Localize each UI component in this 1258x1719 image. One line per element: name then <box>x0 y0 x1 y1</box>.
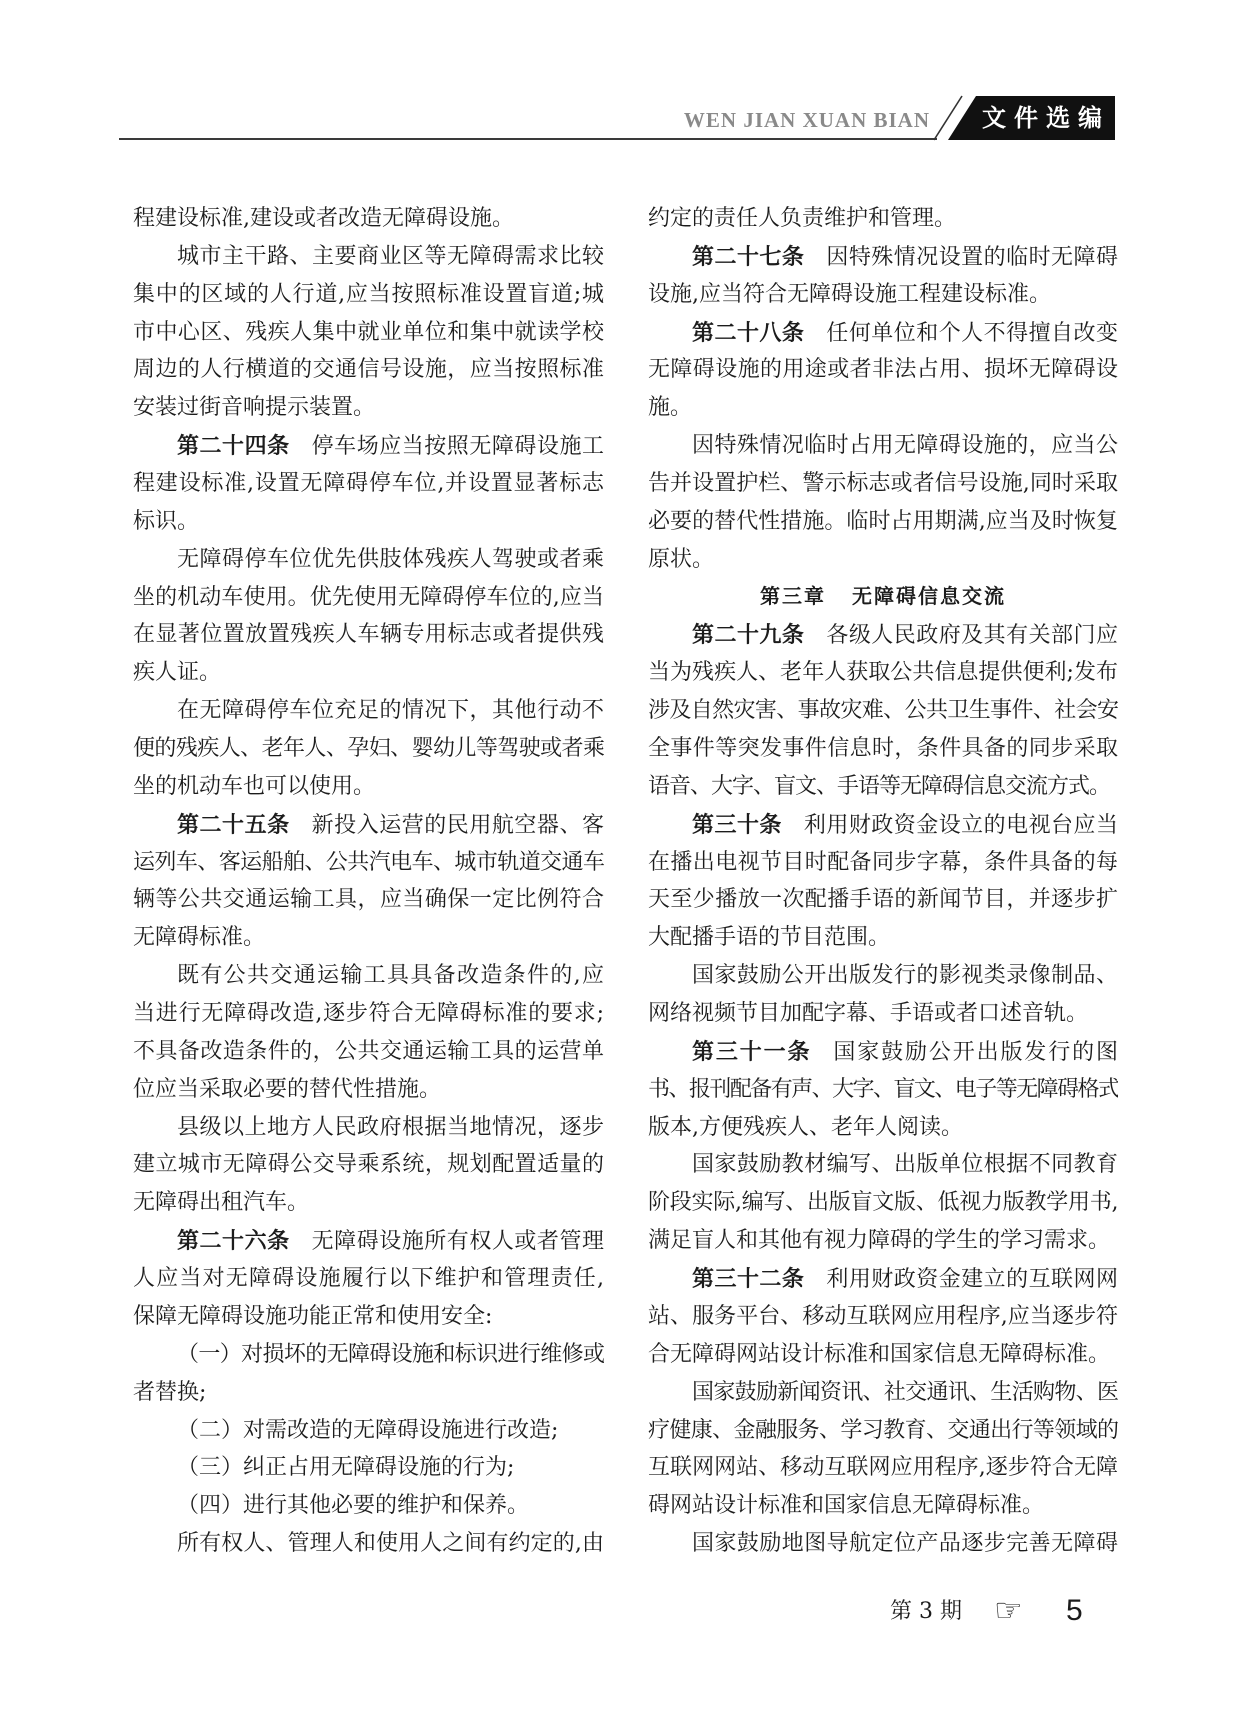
text-line: 辆等公共交通运输工具，应当确保一定比例符合 <box>133 887 604 913</box>
paragraph <box>648 1146 1118 1260</box>
article-paragraph <box>648 1260 1118 1374</box>
text-line: 坐的机动车也可以使用。 <box>133 773 376 799</box>
text-line: 满足盲人和其他有视力障碍的学生的学习需求。 <box>648 1228 1111 1254</box>
issue-number: 第 3 期 <box>890 1599 962 1624</box>
text-line: 大配播手语的节目范围。 <box>648 925 891 951</box>
article-paragraph <box>133 806 604 957</box>
article-paragraph <box>133 427 604 541</box>
text-line: 所有权人、管理人和使用人之间有约定的,由 <box>177 1531 604 1557</box>
article-paragraph <box>648 806 1118 957</box>
text-line: 约定的责任人负责维护和管理。 <box>648 206 957 231</box>
paragraph <box>648 427 1118 578</box>
text-line: 位应当采取必要的替代性措施。 <box>133 1076 442 1102</box>
paragraph <box>648 1525 1118 1563</box>
text-line: 程建设标准,建设或者改造无障碍设施。 <box>133 206 514 231</box>
text-line: 县级以上地方人民政府根据当地情况，逐步 <box>177 1114 604 1140</box>
list-item <box>133 1487 604 1525</box>
text-line: 无障碍设施的用途或者非法占用、损坏无障碍设 <box>648 357 1118 383</box>
article-number: 第二十四条 <box>177 433 290 459</box>
left-column <box>133 200 604 1563</box>
article-number: 第三十条 <box>692 811 782 837</box>
text-line <box>648 238 1118 276</box>
article-number: 第三十一条 <box>692 1038 812 1064</box>
text-line: 必要的替代性措施。临时占用期满,应当及时恢复 <box>648 508 1118 534</box>
text-line: 国家鼓励新闻资讯、社交通讯、生活购物、医 <box>692 1379 1118 1405</box>
text-line: 阶段实际,编写、出版盲文版、低视力版教学用书, <box>648 1190 1118 1216</box>
text-line: （四）进行其他必要的维护和保养。 <box>177 1493 530 1519</box>
text-line: 无障碍标准。 <box>133 925 266 951</box>
text-line <box>648 314 1118 352</box>
article-paragraph <box>648 1033 1118 1147</box>
text-line: 标识。 <box>133 508 200 534</box>
line-text: 因特殊情况设置的临时无障碍 <box>826 244 1118 270</box>
text-line: 施。 <box>648 395 693 421</box>
page-number: 5 <box>1066 1594 1083 1627</box>
text-line: 者替换; <box>133 1379 207 1405</box>
paragraph <box>133 1525 604 1563</box>
article-number: 第二十八条 <box>692 319 805 345</box>
chapter-number: 第三章 <box>760 585 826 608</box>
list-item <box>133 1336 604 1412</box>
text-line: 国家鼓励教材编写、出版单位根据不同教育 <box>692 1152 1118 1178</box>
section-pinyin: WEN JIAN XUAN BIAN <box>683 108 930 132</box>
right-column <box>648 200 1118 1563</box>
text-line: 因特殊情况临时占用无障碍设施的，应当公 <box>692 433 1118 459</box>
text-line <box>133 427 604 465</box>
text-line: 在无障碍停车位充足的情况下，其他行动不 <box>177 698 604 724</box>
text-line <box>133 806 604 844</box>
text-line: 保障无障碍设施功能正常和使用安全: <box>133 1303 493 1329</box>
text-line: 城市主干路、主要商业区等无障碍需求比较 <box>177 243 604 269</box>
text-line: 碍网站设计标准和国家信息无障碍标准。 <box>648 1493 1045 1519</box>
line-text: 任何单位和个人不得擅自改变 <box>826 320 1118 346</box>
line-text: 国家鼓励公开出版发行的图 <box>833 1039 1118 1065</box>
paragraph <box>133 1109 604 1223</box>
text-line: 便的残疾人、老年人、孕妇、婴幼儿等驾驶或者乘 <box>133 736 604 762</box>
text-line: 国家鼓励地图导航定位产品逐步完善无障碍 <box>692 1531 1118 1557</box>
article-number: 第二十七条 <box>692 243 805 269</box>
text-line: 市中心区、残疾人集中就业单位和集中就读学校 <box>133 319 604 345</box>
text-line: （三）纠正占用无障碍设施的行为; <box>177 1455 515 1481</box>
text-line: 不具备改造条件的，公共交通运输工具的运营单 <box>133 1038 604 1064</box>
text-line: 国家鼓励公开出版发行的影视类录像制品、 <box>692 963 1118 989</box>
article-paragraph <box>648 238 1118 314</box>
text-line: （二）对需改造的无障碍设施进行改造; <box>177 1417 559 1443</box>
text-line <box>648 1260 1118 1298</box>
text-line: 建立城市无障碍公交导乘系统，规划配置适量的 <box>133 1152 604 1178</box>
text-line: 全事件等突发事件信息时，条件具备的同步采取 <box>648 736 1118 762</box>
text-line: 合无障碍网站设计标准和国家信息无障碍标准。 <box>648 1341 1111 1367</box>
text-line: 当为残疾人、老年人获取公共信息提供便利;发布 <box>648 660 1118 686</box>
text-line: 版本,方便残疾人、老年人阅读。 <box>648 1114 963 1140</box>
text-line: 程建设标准,设置无障碍停车位,并设置显著标志 <box>133 471 604 497</box>
text-line: 周边的人行横道的交通信号设施，应当按照标准 <box>133 357 604 383</box>
text-line <box>648 806 1118 844</box>
text-line: 疾人证。 <box>133 660 222 686</box>
text-line: （一）对损坏的无障碍设施和标识进行维修或 <box>177 1341 604 1367</box>
text-line: 原状。 <box>648 546 715 572</box>
article-paragraph <box>133 1222 604 1336</box>
text-line: 集中的区域的人行道,应当按照标准设置盲道;城 <box>133 281 604 307</box>
line-text: 各级人民政府及其有关部门应 <box>826 623 1118 649</box>
text-line: 网络视频节目加配字幕、手语或者口述音轨。 <box>648 1001 1089 1027</box>
paragraph <box>133 200 604 238</box>
paragraph <box>133 238 604 427</box>
text-line: 站、服务平台、移动互联网应用程序,应当逐步符 <box>648 1303 1118 1329</box>
line-text: 停车场应当按照无障碍设施工 <box>311 434 604 460</box>
article-number: 第二十六条 <box>177 1228 290 1254</box>
text-line: 在显著位置放置残疾人车辆专用标志或者提供残 <box>133 622 604 648</box>
chapter-title: 无障碍信息交流 <box>852 585 1006 608</box>
article-number: 第二十五条 <box>177 811 290 837</box>
paragraph <box>648 957 1118 1033</box>
text-line: 设施,应当符合无障碍设施工程建设标准。 <box>648 281 1051 307</box>
text-line: 安装过街音响提示装置。 <box>133 395 376 421</box>
text-line: 天至少播放一次配播手语的新闻节目，并逐步扩 <box>648 887 1118 913</box>
text-line: 运列车、客运船舶、公共汽电车、城市轨道交通车 <box>133 849 604 875</box>
line-text: 无障碍设施所有权人或者管理 <box>311 1229 604 1255</box>
text-line: 坐的机动车使用。优先使用无障碍停车位的,应当 <box>133 584 604 610</box>
line-text: 利用财政资金设立的电视台应当 <box>803 812 1118 838</box>
paragraph <box>648 1374 1118 1525</box>
text-line: 无障碍出租汽车。 <box>133 1190 310 1216</box>
paragraph <box>133 541 604 692</box>
text-line: 既有公共交通运输工具具备改造条件的,应 <box>177 963 604 989</box>
text-line <box>648 616 1118 654</box>
section-title: 文件选编 <box>982 104 1110 132</box>
article-number: 第二十九条 <box>692 622 805 648</box>
text-line: 语音、大字、盲文、手语等无障碍信息交流方式。 <box>648 773 1111 799</box>
text-line: 人应当对无障碍设施履行以下维护和管理责任, <box>133 1266 604 1292</box>
article-number: 第三十二条 <box>692 1266 805 1292</box>
list-item <box>133 1449 604 1487</box>
text-line: 无障碍停车位优先供肢体残疾人驾驶或者乘 <box>177 546 604 572</box>
text-line <box>133 1222 604 1260</box>
line-text: 利用财政资金建立的互联网网 <box>826 1267 1118 1293</box>
pointing-hand-icon <box>994 1592 1023 1628</box>
text-line: 告并设置护栏、警示标志或者信号设施,同时采取 <box>648 471 1118 497</box>
text-line: 当进行无障碍改造,逐步符合无障碍标准的要求; <box>133 1001 604 1027</box>
paragraph <box>133 957 604 1108</box>
line-text: 新投入运营的民用航空器、客 <box>311 812 604 838</box>
text-line: 书、报刊配备有声、大字、盲文、电子等无障碍格式 <box>648 1076 1118 1102</box>
text-line: 涉及自然灾害、事故灾难、公共卫生事件、社会安 <box>648 698 1118 724</box>
list-item <box>133 1412 604 1450</box>
paragraph <box>648 200 1118 238</box>
article-paragraph <box>648 616 1118 805</box>
text-line <box>648 1033 1118 1071</box>
article-paragraph <box>648 314 1118 428</box>
paragraph <box>133 692 604 806</box>
text-line: 在播出电视节目时配备同步字幕，条件具备的每 <box>648 849 1118 875</box>
text-line: 互联网网站、移动互联网应用程序,逐步符合无障 <box>648 1455 1118 1481</box>
text-line: 疗健康、金融服务、学习教育、交通出行等领域的 <box>648 1417 1118 1443</box>
header-rule <box>119 138 937 140</box>
chapter-heading <box>648 579 1118 617</box>
